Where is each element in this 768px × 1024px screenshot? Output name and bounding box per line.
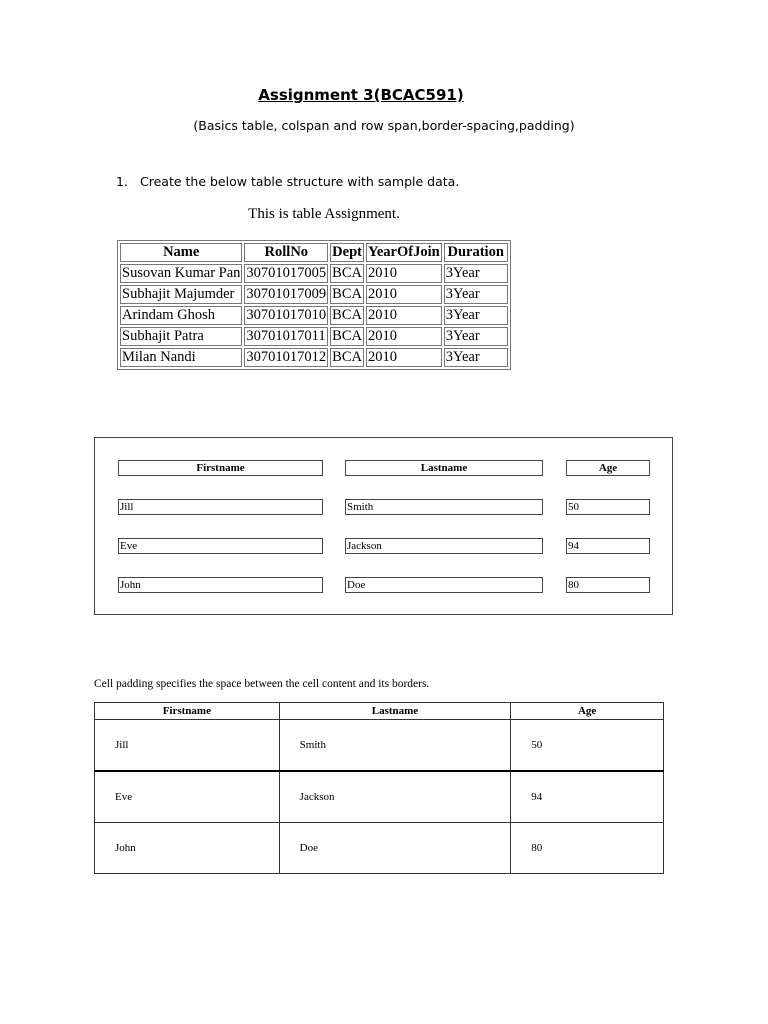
table-cell: Smith [279,720,511,772]
padding-caption: Cell padding specifies the space between the cell content and its borders. [94,678,430,690]
table-cell: 3Year [444,348,508,367]
table-cell: 30701017011 [244,327,328,346]
instruction-number: 1. [116,174,128,189]
column-header: YearOfJoin [368,244,440,260]
student-table [117,240,511,370]
column-header: Duration [444,243,508,262]
table-row [95,771,664,823]
table-cell: 50 [511,720,664,772]
table-cell: Jackson [279,771,511,823]
column-header: Name [120,243,242,262]
column-header: Dept [330,243,364,262]
table-cell: BCA [332,328,362,344]
table-cell: Jill [118,499,323,515]
document-title: Assignment 3(BCAC591) [258,86,464,104]
table-cell: 30701017010 [246,307,327,323]
table-cell: 80 [566,577,650,593]
table-row [120,327,508,346]
table-cell: Subhajit Majumder [120,285,242,304]
table-cell: Milan Nandi [120,348,242,367]
table-cell: BCA [332,349,362,365]
table-cell: 2010 [366,327,442,346]
table1-caption: This is table Assignment. [248,206,400,222]
table-row [120,285,508,304]
padding-table [94,702,664,874]
document-subtitle: (Basics table, colspan and row span,border-spacing,padding) [193,118,575,133]
table-cell: John [118,577,323,593]
table-cell: 2010 [366,306,442,325]
table-cell: Jackson [345,538,543,554]
table-cell: 3Year [444,306,508,325]
column-header: Firstname [95,703,280,720]
table-cell: 94 [566,538,650,554]
table-cell: Subhajit Patra [120,327,242,346]
table-cell: 30701017009 [246,286,327,302]
table-cell: BCA [332,307,362,323]
table-cell: Eve [118,538,323,554]
table-cell: BCA [332,265,362,281]
table-cell: Doe [279,823,511,874]
table-cell: John [95,823,280,874]
table-row [120,264,508,283]
table-cell: 2010 [366,348,442,367]
table-cell: 2010 [366,285,442,304]
table-cell: 30701017012 [246,349,327,365]
column-header: RollNo [244,243,328,262]
instruction-text: Create the below table structure with sample data. [140,174,460,189]
table-cell: 94 [511,771,664,823]
table-cell: 80 [511,823,664,874]
table-cell: Arindam Ghosh [120,306,242,325]
table-cell: 30701017005 [246,265,327,281]
table-cell: Eve [95,771,280,823]
table-header-row [95,703,664,720]
column-header: Lastname [279,703,511,720]
table-row [120,306,508,325]
table-cell: Doe [345,577,543,593]
table-cell: 3Year [444,264,508,283]
table-cell: 50 [566,499,650,515]
column-header: Age [511,703,664,720]
column-header: Firstname [118,460,323,476]
table-row [95,823,664,874]
table-header-row [120,243,508,262]
table-cell: Jill [95,720,280,772]
table-cell: 3Year [444,285,508,304]
table-cell: BCA [332,286,362,302]
table-cell: Susovan Kumar Pan [122,265,241,281]
instruction-item [116,174,459,189]
table-cell: Smith [345,499,543,515]
table-cell: 3Year [444,327,508,346]
table-row [95,720,664,772]
column-header: Age [566,460,650,476]
table-cell: 2010 [366,264,442,283]
table-row [120,348,508,367]
column-header: Lastname [345,460,543,476]
